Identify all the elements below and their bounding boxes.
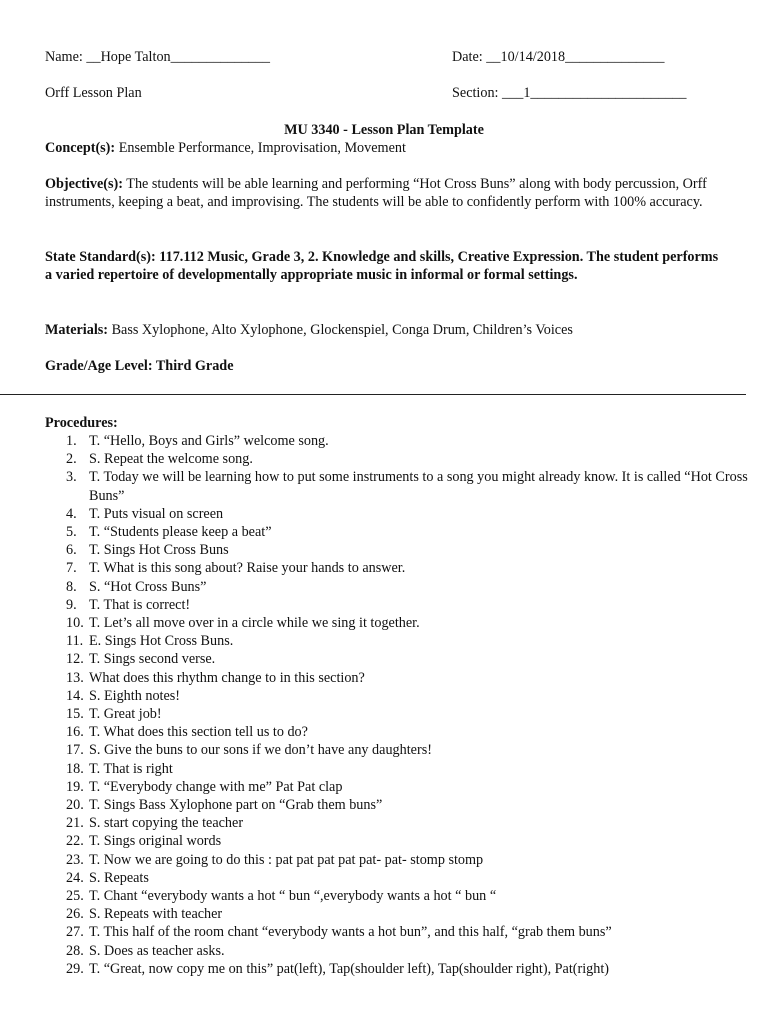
procedure-step [66, 614, 768, 632]
procedure-step [66, 650, 768, 668]
section-line [452, 84, 686, 102]
name-label: Name: [45, 49, 83, 65]
step-number: 26. [66, 906, 84, 923]
procedure-step [66, 887, 768, 905]
procedure-step [66, 960, 768, 978]
procedure-step [66, 905, 768, 923]
step-text: S. Give the buns to our sons if we don’t have any daughters! [89, 742, 432, 759]
step-number: 12. [66, 651, 84, 668]
step-text: S. Repeats [89, 869, 149, 886]
grade-level: Grade/Age Level: Third Grade [45, 358, 234, 374]
materials-text: Bass Xylophone, Alto Xylophone, Glockenspiel, Conga Drum, Children’s Voices [111, 322, 573, 338]
objectives-text: The students will be able learning and performing “Hot Cross Buns” along with body percussion, Orff instruments, keeping a beat, and improvising. The students will be able to confidently perform with 100% accuracy. [45, 176, 707, 211]
concepts-label: Concept(s): [45, 140, 116, 156]
step-number: 2. [66, 451, 77, 468]
procedure-step [66, 596, 768, 614]
step-number: 29. [66, 960, 84, 977]
step-number: 18. [66, 760, 84, 777]
step-number: 1. [66, 433, 77, 449]
step-number: 10. [66, 615, 84, 632]
step-text: T. Sings original words [89, 833, 222, 850]
step-text: T. Puts visual on screen [89, 505, 224, 522]
procedures-heading: Procedures: [45, 415, 118, 431]
step-text: T. What is this song about? Raise your hands to answer. [89, 560, 406, 577]
step-text: T. Sings Bass Xylophone part on “Grab them buns” [89, 797, 383, 814]
objectives-label: Objective(s): [45, 176, 123, 192]
procedure-step [66, 559, 768, 577]
step-number: 28. [66, 942, 84, 959]
step-number: 3. [66, 469, 77, 486]
step-number: 23. [66, 851, 84, 868]
step-text: S. Repeat the welcome song. [89, 451, 253, 468]
step-number: 6. [66, 542, 77, 559]
plan-type: Orff Lesson Plan [45, 85, 142, 101]
step-text: S. Repeats with teacher [89, 906, 223, 923]
concepts-text: Ensemble Performance, Improvisation, Movement [118, 140, 406, 156]
procedure-step [66, 468, 768, 504]
step-text: T. Now we are going to do this : pat pat pat pat pat- pat- stomp stomp [89, 851, 484, 868]
step-number: 21. [66, 815, 84, 832]
section-label: Section: [452, 85, 499, 101]
procedure-step [66, 741, 768, 759]
materials-line [45, 321, 725, 339]
procedure-step [66, 705, 768, 723]
procedure-step [66, 450, 768, 468]
procedure-step [66, 432, 768, 450]
step-number: 4. [66, 505, 77, 522]
step-text: T. Chant “everybody wants a hot “ bun “,everybody wants a hot “ bun “ [89, 888, 497, 905]
procedure-step [66, 687, 768, 705]
step-text: T. Sings second verse. [89, 651, 216, 668]
materials-label: Materials: [45, 322, 109, 338]
step-text: E. Sings Hot Cross Buns. [89, 633, 234, 650]
date-label: Date: [452, 49, 483, 65]
procedure-step [66, 505, 768, 523]
procedure-step [66, 923, 768, 941]
step-text: T. Sings Hot Cross Buns [89, 542, 229, 559]
date-line [452, 48, 664, 66]
step-text: T. Let’s all move over in a circle while we sing it together. [89, 615, 420, 632]
step-text: What does this rhythm change to in this section? [89, 669, 365, 686]
step-number: 7. [66, 560, 77, 577]
procedures-list [45, 432, 768, 978]
step-text: S. start copying the teacher [89, 815, 244, 832]
procedure-step [66, 869, 768, 887]
step-number: 24. [66, 869, 84, 886]
procedure-step [66, 523, 768, 541]
step-text: T. “Great, now copy me on this” pat(left), Tap(shoulder left), Tap(shoulder right), Pat(right) [89, 960, 610, 977]
step-number: 16. [66, 724, 84, 741]
procedure-step [66, 669, 768, 687]
step-text: T. “Hello, Boys and Girls” welcome song. [89, 433, 329, 449]
procedure-step [66, 942, 768, 960]
step-number: 25. [66, 888, 84, 905]
procedure-step [66, 851, 768, 869]
name-value: __Hope Talton______________ [86, 49, 270, 65]
step-text: S. Eighth notes! [89, 687, 181, 704]
step-text: S. Does as teacher asks. [89, 942, 225, 959]
step-text: T. That is correct! [89, 596, 191, 613]
step-number: 17. [66, 742, 84, 759]
step-number: 11. [66, 633, 84, 650]
procedure-step [66, 796, 768, 814]
step-number: 20. [66, 797, 84, 814]
page-title: MU 3340 - Lesson Plan Template [284, 122, 484, 138]
step-number: 22. [66, 833, 84, 850]
step-text: S. “Hot Cross Buns” [89, 578, 207, 595]
step-text: T. That is right [89, 760, 173, 777]
step-number: 15. [66, 706, 84, 723]
procedure-step [66, 832, 768, 850]
step-number: 5. [66, 524, 77, 541]
concepts-line [45, 139, 725, 157]
procedure-step [66, 814, 768, 832]
section-divider [0, 394, 746, 395]
procedure-step [66, 632, 768, 650]
objectives-paragraph [45, 175, 725, 211]
procedure-step [66, 760, 768, 778]
step-text: T. Today we will be learning how to put some instruments to a song you might already know. It is called “Hot Cross Buns” [89, 469, 748, 504]
step-text: T. What does this section tell us to do? [89, 724, 308, 741]
procedure-step [66, 541, 768, 559]
name-line [45, 48, 270, 66]
step-text: T. Great job! [89, 706, 162, 723]
step-number: 19. [66, 778, 84, 795]
step-number: 27. [66, 924, 84, 941]
procedure-step [66, 778, 768, 796]
section-value: ___1______________________ [502, 85, 687, 101]
standards-paragraph: State Standard(s): 117.112 Music, Grade 3, 2. Knowledge and skills, Creative Expression. The student performs a varied repertoire of developmentally appropriate music in informal or formal settings. [45, 249, 719, 284]
step-text: T. “Students please keep a beat” [89, 524, 272, 541]
step-number: 14. [66, 687, 84, 704]
step-text: T. “Everybody change with me” Pat Pat clap [89, 778, 343, 795]
step-number: 13. [66, 669, 84, 686]
step-text: T. This half of the room chant “everybody wants a hot bun”, and this half, “grab them buns” [89, 924, 612, 941]
step-number: 9. [66, 596, 77, 613]
step-number: 8. [66, 578, 77, 595]
procedure-step [66, 723, 768, 741]
procedure-step [66, 578, 768, 596]
date-value: __10/14/2018______________ [486, 49, 665, 65]
